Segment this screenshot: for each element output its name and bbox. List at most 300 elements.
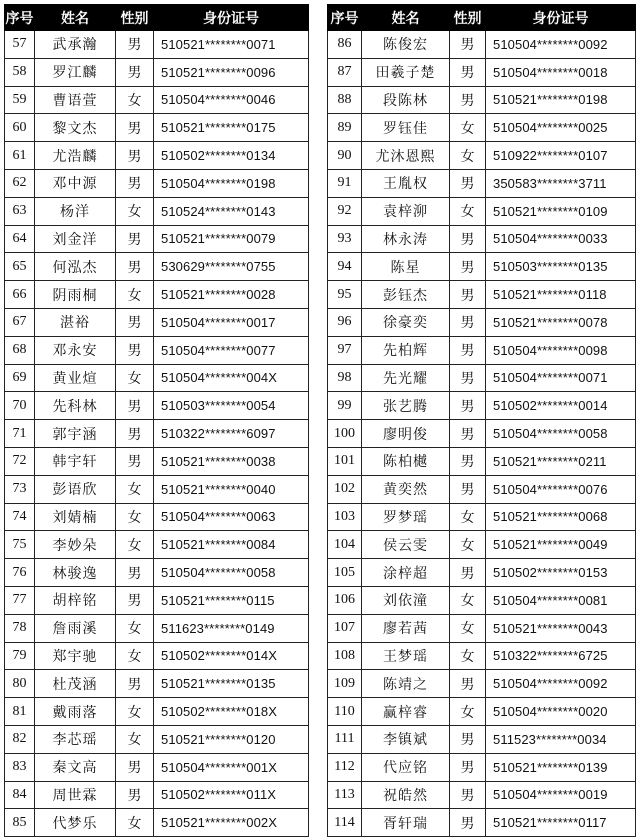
cell-seq: 92 [328,197,362,225]
cell-seq: 108 [328,642,362,670]
cell-id-number: 510504********0025 [486,114,636,142]
cell-name: 代梦乐 [35,809,116,837]
table-row [5,725,309,753]
cell-seq: 97 [328,336,362,364]
cell-seq: 102 [328,475,362,503]
cell-name: 秦文高 [35,753,116,781]
cell-id-number: 510521********0096 [154,58,309,86]
table-row [5,642,309,670]
table-row [5,364,309,392]
cell-gender: 女 [116,475,154,503]
cell-seq: 84 [5,781,35,809]
cell-seq: 90 [328,142,362,170]
cell-name: 李妙朵 [35,531,116,559]
cell-gender: 男 [116,225,154,253]
cell-id-number: 350583********3711 [486,169,636,197]
table-row [328,614,636,642]
cell-gender: 男 [450,420,486,448]
cell-id-number: 510521********0049 [486,531,636,559]
cell-gender: 女 [116,698,154,726]
table-row [328,503,636,531]
cell-gender: 男 [450,670,486,698]
cell-id-number: 510521********0071 [154,31,309,59]
cell-id-number: 510504********0017 [154,308,309,336]
cell-seq: 58 [5,58,35,86]
table-row [328,142,636,170]
cell-gender: 男 [450,447,486,475]
cell-gender: 男 [116,392,154,420]
header-gender: 性别 [450,5,486,31]
cell-name: 胥轩瑞 [362,809,450,837]
cell-seq: 60 [5,114,35,142]
cell-seq: 101 [328,447,362,475]
table-row [328,253,636,281]
cell-seq: 96 [328,308,362,336]
cell-name: 徐豪奕 [362,308,450,336]
cell-gender: 男 [450,31,486,59]
table-row [5,670,309,698]
cell-name: 涂梓超 [362,559,450,587]
cell-seq: 75 [5,531,35,559]
header-name: 姓名 [362,5,450,31]
cell-id-number: 510504********0071 [486,364,636,392]
cell-seq: 68 [5,336,35,364]
cell-id-number: 510922********0107 [486,142,636,170]
cell-seq: 67 [5,308,35,336]
cell-seq: 100 [328,420,362,448]
cell-gender: 男 [116,253,154,281]
cell-seq: 85 [5,809,35,837]
table-row [328,86,636,114]
cell-name: 王梦瑶 [362,642,450,670]
cell-id-number: 510521********0115 [154,586,309,614]
table-row [328,447,636,475]
cell-name: 尤沐恩熙 [362,142,450,170]
cell-gender: 男 [450,253,486,281]
table-body-right [328,31,636,837]
table-row [328,559,636,587]
cell-name: 詹雨溪 [35,614,116,642]
cell-seq: 74 [5,503,35,531]
cell-name: 林永涛 [362,225,450,253]
cell-gender: 男 [116,308,154,336]
cell-gender: 女 [450,114,486,142]
table-row [328,392,636,420]
cell-gender: 男 [450,308,486,336]
cell-gender: 女 [116,503,154,531]
table-row [5,781,309,809]
cell-id-number: 510322********6097 [154,420,309,448]
cell-name: 邓永安 [35,336,116,364]
cell-seq: 79 [5,642,35,670]
table-row [5,392,309,420]
cell-seq: 57 [5,31,35,59]
table-row [328,698,636,726]
cell-name: 湛裕 [35,308,116,336]
cell-name: 阴雨桐 [35,281,116,309]
cell-seq: 109 [328,670,362,698]
cell-id-number: 510504********0019 [486,781,636,809]
cell-seq: 76 [5,559,35,587]
table-row [5,586,309,614]
cell-name: 黄奕然 [362,475,450,503]
cell-name: 周世霖 [35,781,116,809]
cell-id-number: 510521********0068 [486,503,636,531]
cell-id-number: 510504********0077 [154,336,309,364]
cell-id-number: 510502********011X [154,781,309,809]
table-row [5,559,309,587]
header-id: 身份证号 [486,5,636,31]
cell-name: 武承瀚 [35,31,116,59]
cell-gender: 女 [450,142,486,170]
cell-name: 黄业煊 [35,364,116,392]
table-row [328,336,636,364]
cell-id-number: 510322********6725 [486,642,636,670]
table-header-row [328,5,636,31]
table-row [328,197,636,225]
table-row [5,475,309,503]
table-row [5,58,309,86]
cell-seq: 107 [328,614,362,642]
cell-name: 祝皓然 [362,781,450,809]
table-row [328,531,636,559]
cell-gender: 男 [116,559,154,587]
table-row [5,225,309,253]
cell-name: 刘金洋 [35,225,116,253]
header-name: 姓名 [35,5,116,31]
cell-seq: 59 [5,86,35,114]
cell-seq: 70 [5,392,35,420]
cell-gender: 男 [116,58,154,86]
cell-gender: 女 [450,614,486,642]
cell-id-number: 510521********0211 [486,447,636,475]
cell-id-number: 510504********0058 [486,420,636,448]
cell-name: 郑宇驰 [35,642,116,670]
cell-gender: 女 [116,364,154,392]
cell-id-number: 510521********0135 [154,670,309,698]
cell-name: 黎文杰 [35,114,116,142]
cell-id-number: 510521********0079 [154,225,309,253]
cell-gender: 男 [450,364,486,392]
cell-seq: 111 [328,725,362,753]
cell-name: 段陈林 [362,86,450,114]
cell-name: 刘依潼 [362,586,450,614]
cell-name: 韩宇轩 [35,447,116,475]
table-body-left [5,31,309,837]
cell-id-number: 510502********0153 [486,559,636,587]
cell-gender: 女 [116,642,154,670]
cell-seq: 66 [5,281,35,309]
cell-gender: 女 [116,86,154,114]
cell-id-number: 510502********018X [154,698,309,726]
cell-seq: 87 [328,58,362,86]
table-row [5,169,309,197]
table-row [328,725,636,753]
cell-gender: 男 [450,392,486,420]
cell-name: 田羲子楚 [362,58,450,86]
cell-id-number: 530629********0755 [154,253,309,281]
table-row [328,281,636,309]
cell-seq: 63 [5,197,35,225]
cell-gender: 女 [450,503,486,531]
cell-id-number: 510521********0084 [154,531,309,559]
table-row [5,447,309,475]
cell-name: 杨洋 [35,197,116,225]
cell-gender: 男 [450,86,486,114]
table-row [328,364,636,392]
cell-gender: 男 [116,31,154,59]
table-header-row [5,5,309,31]
cell-gender: 女 [450,698,486,726]
table-row [328,753,636,781]
cell-id-number: 510504********0046 [154,86,309,114]
cell-id-number: 510504********001X [154,753,309,781]
cell-id-number: 510502********0014 [486,392,636,420]
cell-gender: 男 [450,753,486,781]
table-row [5,31,309,59]
cell-name: 袁梓泖 [362,197,450,225]
cell-seq: 88 [328,86,362,114]
table-row [328,781,636,809]
cell-gender: 男 [116,447,154,475]
cell-name: 杜茂涵 [35,670,116,698]
cell-seq: 72 [5,447,35,475]
cell-seq: 110 [328,698,362,726]
cell-id-number: 510504********0063 [154,503,309,531]
table-row [328,809,636,837]
cell-id-number: 510504********0092 [486,670,636,698]
table-row [5,197,309,225]
table-row [5,86,309,114]
cell-id-number: 510503********0054 [154,392,309,420]
cell-seq: 80 [5,670,35,698]
roster-table-right [327,4,636,837]
cell-name: 先光耀 [362,364,450,392]
cell-name: 林骏逸 [35,559,116,587]
cell-id-number: 510521********0078 [486,308,636,336]
cell-name: 曹语萱 [35,86,116,114]
cell-name: 尤浩麟 [35,142,116,170]
cell-seq: 103 [328,503,362,531]
table-row [5,336,309,364]
cell-name: 陈靖之 [362,670,450,698]
cell-seq: 114 [328,809,362,837]
cell-gender: 男 [450,809,486,837]
cell-name: 李镇斌 [362,725,450,753]
cell-seq: 94 [328,253,362,281]
table-row [5,503,309,531]
cell-gender: 女 [450,642,486,670]
table-row [5,281,309,309]
cell-id-number: 510503********0135 [486,253,636,281]
cell-gender: 男 [116,114,154,142]
cell-seq: 98 [328,364,362,392]
cell-seq: 99 [328,392,362,420]
cell-seq: 62 [5,169,35,197]
cell-id-number: 510504********004X [154,364,309,392]
cell-gender: 女 [116,281,154,309]
header-id: 身份证号 [154,5,309,31]
cell-id-number: 510521********0198 [486,86,636,114]
cell-name: 邓中源 [35,169,116,197]
cell-seq: 113 [328,781,362,809]
cell-name: 罗钰佳 [362,114,450,142]
cell-seq: 64 [5,225,35,253]
header-seq: 序号 [328,5,362,31]
cell-gender: 男 [450,169,486,197]
table-row [328,58,636,86]
cell-id-number: 510521********0175 [154,114,309,142]
cell-name: 戴雨落 [35,698,116,726]
cell-gender: 男 [116,670,154,698]
table-row [328,475,636,503]
cell-seq: 105 [328,559,362,587]
cell-id-number: 510521********0118 [486,281,636,309]
cell-seq: 91 [328,169,362,197]
cell-id-number: 510504********0076 [486,475,636,503]
cell-seq: 78 [5,614,35,642]
cell-id-number: 510504********0092 [486,31,636,59]
cell-gender: 男 [116,142,154,170]
cell-name: 廖明俊 [362,420,450,448]
table-row [5,114,309,142]
cell-gender: 男 [116,586,154,614]
cell-seq: 106 [328,586,362,614]
cell-name: 赢梓睿 [362,698,450,726]
cell-gender: 男 [450,336,486,364]
cell-gender: 男 [450,559,486,587]
cell-gender: 男 [116,169,154,197]
cell-id-number: 510521********0040 [154,475,309,503]
cell-gender: 男 [450,781,486,809]
cell-gender: 女 [450,197,486,225]
table-row [5,753,309,781]
header-seq: 序号 [5,5,35,31]
cell-id-number: 510521********0028 [154,281,309,309]
cell-gender: 男 [450,58,486,86]
table-row [328,586,636,614]
cell-name: 张艺腾 [362,392,450,420]
cell-name: 侯云雯 [362,531,450,559]
cell-gender: 男 [450,281,486,309]
cell-name: 陈俊宏 [362,31,450,59]
table-row [328,308,636,336]
cell-gender: 男 [116,781,154,809]
cell-id-number: 511523********0034 [486,725,636,753]
cell-name: 李芯瑶 [35,725,116,753]
cell-id-number: 510504********0058 [154,559,309,587]
cell-seq: 83 [5,753,35,781]
cell-id-number: 510504********0020 [486,698,636,726]
cell-seq: 61 [5,142,35,170]
cell-id-number: 510524********0143 [154,197,309,225]
cell-name: 王胤权 [362,169,450,197]
roster-table-left [4,4,309,837]
table-row [328,642,636,670]
cell-gender: 男 [450,725,486,753]
cell-gender: 女 [450,586,486,614]
cell-seq: 73 [5,475,35,503]
cell-id-number: 511623********0149 [154,614,309,642]
header-gender: 性别 [116,5,154,31]
cell-id-number: 510521********0120 [154,725,309,753]
cell-name: 刘婧楠 [35,503,116,531]
cell-seq: 69 [5,364,35,392]
cell-seq: 86 [328,31,362,59]
cell-name: 先科林 [35,392,116,420]
cell-seq: 71 [5,420,35,448]
table-row [5,308,309,336]
cell-name: 廖若茜 [362,614,450,642]
cell-seq: 81 [5,698,35,726]
cell-name: 彭钰杰 [362,281,450,309]
cell-id-number: 510521********0038 [154,447,309,475]
cell-gender: 女 [116,809,154,837]
table-row [328,169,636,197]
table-row [328,420,636,448]
cell-name: 郭宇涵 [35,420,116,448]
cell-id-number: 510502********014X [154,642,309,670]
table-row [5,420,309,448]
cell-id-number: 510521********0109 [486,197,636,225]
cell-gender: 女 [450,531,486,559]
cell-gender: 女 [116,197,154,225]
table-row [328,114,636,142]
cell-id-number: 510504********0098 [486,336,636,364]
cell-seq: 77 [5,586,35,614]
cell-name: 何泓杰 [35,253,116,281]
cell-seq: 93 [328,225,362,253]
cell-name: 胡梓铭 [35,586,116,614]
cell-id-number: 510521********0139 [486,753,636,781]
cell-gender: 男 [116,753,154,781]
cell-gender: 女 [116,531,154,559]
cell-id-number: 510521********0043 [486,614,636,642]
cell-name: 陈星 [362,253,450,281]
cell-gender: 女 [116,725,154,753]
cell-seq: 65 [5,253,35,281]
table-row [328,31,636,59]
cell-id-number: 510502********0134 [154,142,309,170]
table-row [5,698,309,726]
cell-gender: 女 [116,614,154,642]
cell-seq: 95 [328,281,362,309]
table-row [5,531,309,559]
cell-id-number: 510521********0117 [486,809,636,837]
table-row [5,809,309,837]
table-row [328,670,636,698]
cell-name: 罗江麟 [35,58,116,86]
cell-id-number: 510504********0081 [486,586,636,614]
cell-name: 先柏辉 [362,336,450,364]
cell-name: 代应铭 [362,753,450,781]
cell-gender: 男 [116,336,154,364]
cell-seq: 112 [328,753,362,781]
table-row [5,142,309,170]
cell-gender: 男 [116,420,154,448]
cell-gender: 男 [450,475,486,503]
cell-id-number: 510504********0018 [486,58,636,86]
cell-name: 陈柏樾 [362,447,450,475]
cell-id-number: 510521********002X [154,809,309,837]
table-row [328,225,636,253]
cell-seq: 89 [328,114,362,142]
cell-seq: 104 [328,531,362,559]
cell-id-number: 510504********0198 [154,169,309,197]
cell-gender: 男 [450,225,486,253]
cell-id-number: 510504********0033 [486,225,636,253]
cell-seq: 82 [5,725,35,753]
